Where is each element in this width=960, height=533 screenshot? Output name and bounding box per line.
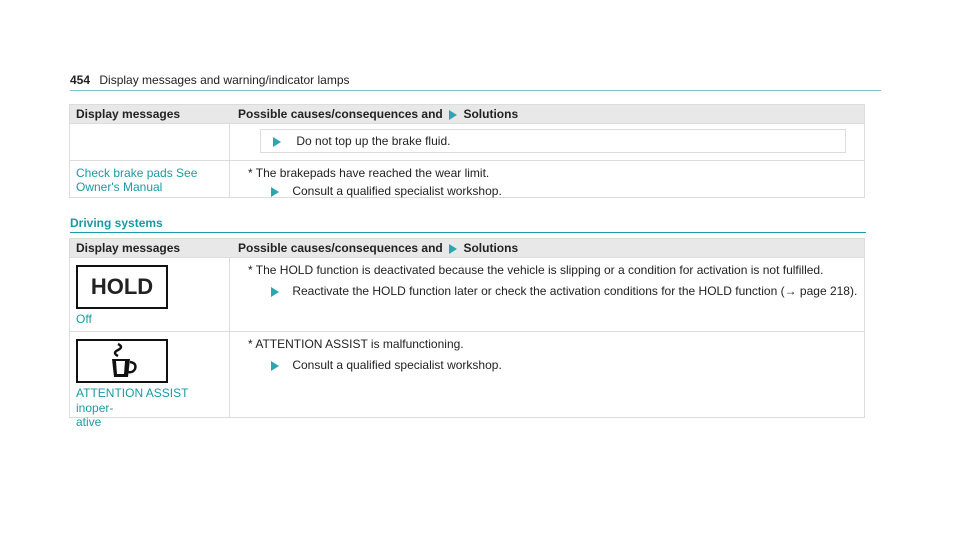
arrow-icon (271, 187, 279, 197)
arrow-icon (273, 137, 281, 147)
table-header (70, 105, 864, 123)
coffee-cup-icon (76, 339, 168, 383)
table-brake (69, 104, 865, 198)
cause-cell (230, 124, 864, 160)
message-text: Off (76, 312, 92, 326)
header-display-messages: Display messages (76, 107, 181, 121)
cause-text: * ATTENTION ASSIST is malfunctioning. (248, 337, 464, 351)
solution-text: Do not top up the brake fluid. (296, 134, 451, 148)
arrow-icon (271, 361, 279, 371)
message-text: ATTENTION ASSIST inoper- (76, 386, 189, 415)
header-display-messages: Display messages (76, 241, 181, 255)
table-header (70, 239, 864, 257)
message-text: Check brake pads See (76, 166, 198, 180)
arrow-icon (449, 110, 457, 120)
page-title: Display messages and warning/indicator lamps (99, 73, 350, 87)
header-solutions-text: Solutions (463, 107, 519, 121)
cause-cell (230, 258, 864, 331)
table-row (70, 160, 864, 197)
table-driving-systems (69, 238, 865, 429)
message-cell (70, 258, 230, 331)
solution-box (260, 129, 846, 153)
solution-line (238, 358, 858, 373)
solution-line (238, 284, 858, 299)
section-title: Driving systems (70, 216, 866, 233)
message-cell (70, 124, 230, 160)
arrow-icon (271, 287, 279, 297)
message-cell (70, 332, 230, 429)
header-causes (230, 241, 864, 255)
page-header (70, 73, 881, 91)
solution-text: Consult a qualified specialist workshop. (292, 358, 502, 372)
table-row (70, 331, 864, 429)
header-causes (230, 107, 864, 121)
table-row (70, 123, 864, 160)
solution-text: Reactivate the HOLD function later or check the activation conditions for the HOLD function (→ page 218). (292, 284, 858, 298)
message-cell (70, 161, 230, 197)
header-solutions-text: Solutions (463, 241, 519, 255)
solution-text: Consult a qualified specialist workshop. (292, 184, 502, 198)
hold-icon: HOLD (76, 265, 168, 309)
cause-text: * The HOLD function is deactivated because the vehicle is slipping or a condition for activation is not fulfilled. (248, 263, 824, 277)
arrow-icon (449, 244, 457, 254)
header-causes-text: Possible causes/consequences and (238, 107, 443, 121)
cause-text: * The brakepads have reached the wear limit. (248, 166, 490, 180)
header-causes-text: Possible causes/consequences and (238, 241, 443, 255)
message-text: ative (76, 415, 102, 429)
table-row (70, 257, 864, 331)
page-number: 454 (70, 73, 91, 87)
solution-line (238, 184, 858, 199)
cause-cell (230, 161, 864, 197)
cause-cell (230, 332, 864, 417)
message-text: Owner's Manual (76, 180, 163, 194)
